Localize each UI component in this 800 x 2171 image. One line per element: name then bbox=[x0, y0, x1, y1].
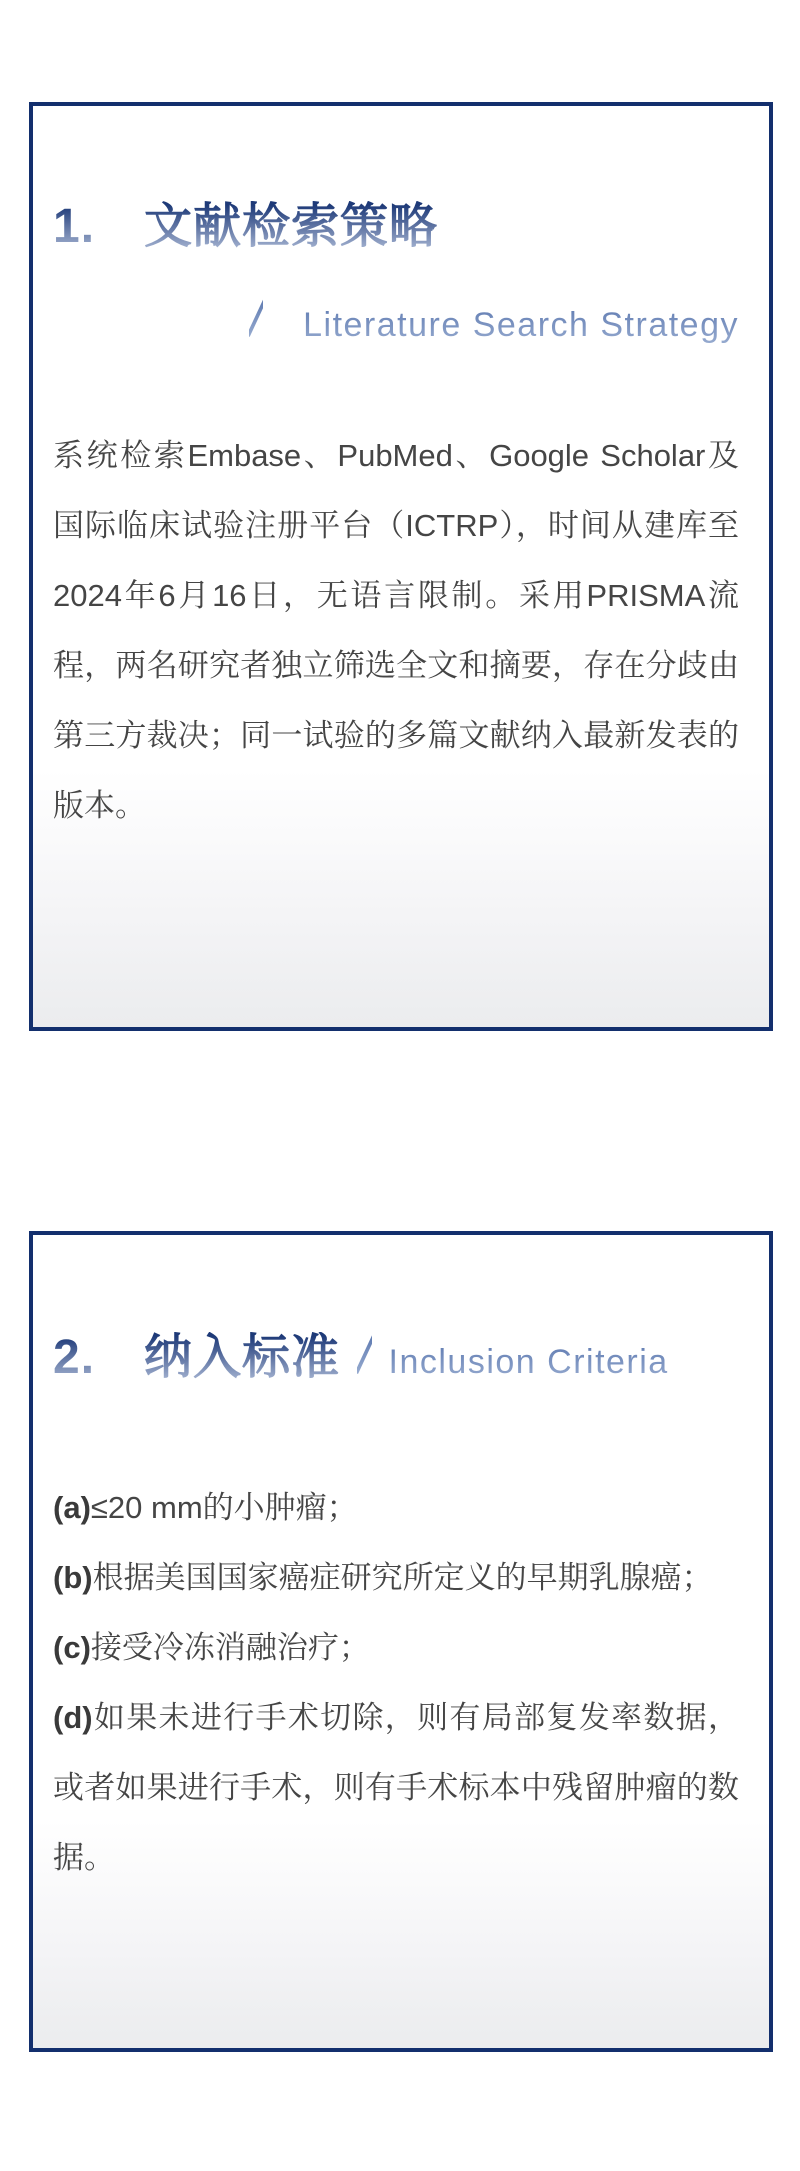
criteria-text: 根据美国国家癌症研究所定义的早期乳腺癌； bbox=[92, 1560, 713, 1595]
criteria-text: 如果未进行手术切除，则有局部复发率数据，或者如果进行手术，则有手术标本中残留肿瘤的数据。 bbox=[53, 1700, 739, 1875]
section-subtitle-en: Literature Search Strategy bbox=[303, 297, 739, 353]
card-literature-search-strategy bbox=[29, 102, 773, 1031]
criteria-text: 接受冷冻消融治疗； bbox=[90, 1630, 370, 1665]
criteria-label: (a) bbox=[53, 1490, 91, 1525]
criteria-item-c bbox=[53, 1613, 739, 1683]
section-title-row bbox=[53, 1327, 739, 1388]
criteria-item-d bbox=[53, 1683, 739, 1893]
criteria-label: (b) bbox=[53, 1560, 93, 1595]
criteria-label: (c) bbox=[53, 1630, 91, 1665]
search-strategy-paragraph: 系统检索Embase、PubMed、Google Scholar及国际临床试验注册平台（ICTRP），时间从建库至2024年6月16日，无语言限制。采用PRISMA流程，两名研究者独立筛选全文和摘要，存在分歧由第三方裁决；同一试验的多篇文献纳入最新发表的版本。 bbox=[53, 438, 739, 823]
criteria-item-b bbox=[53, 1543, 739, 1613]
section-title-cn: 1. 文献检索策略 bbox=[53, 201, 739, 253]
section-subtitle-en: Inclusion Criteria bbox=[389, 1336, 669, 1388]
criteria-label: (d) bbox=[53, 1700, 93, 1735]
criteria-list bbox=[53, 1473, 739, 1893]
slash-divider-icon: / bbox=[248, 290, 264, 348]
criteria-text: ≤20 mm的小肿瘤； bbox=[90, 1490, 358, 1525]
section-subtitle-row bbox=[53, 290, 739, 353]
slash-divider-icon: / bbox=[357, 1327, 372, 1385]
card-inclusion-criteria bbox=[29, 1231, 773, 2052]
criteria-item-a bbox=[53, 1473, 739, 1543]
section-title-cn: 2. 纳入标准 bbox=[53, 1331, 341, 1384]
